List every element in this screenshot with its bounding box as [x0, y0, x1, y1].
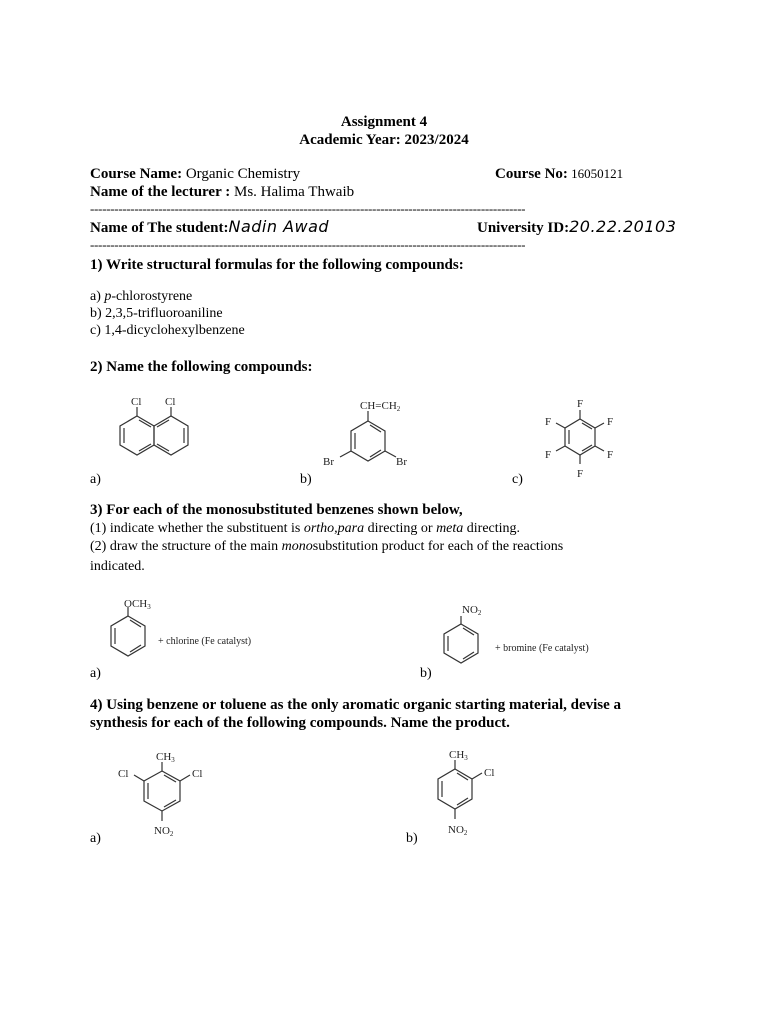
q3a-reagent: + chlorine (Fe catalyst) — [158, 636, 252, 647]
q3-instruction-1 — [90, 520, 520, 537]
university-id — [477, 218, 676, 237]
q3a-substituent: OCH3 — [124, 598, 151, 611]
course-name-label: Course Name: — [90, 166, 183, 182]
q4-molecule-b — [420, 745, 530, 845]
q2-molecule-a — [108, 395, 218, 475]
q3-l1-ortho-para: ortho,para — [303, 521, 365, 536]
q3-l2-b: substitution product for each of the reactions — [312, 539, 564, 554]
question-1-title: 1) Write structural formulas for the following compounds: — [90, 257, 464, 273]
student-name — [90, 218, 329, 237]
q3-l1-c: directing. — [463, 521, 521, 536]
q1-item-a-prefix: a) — [90, 289, 105, 304]
course-name — [90, 165, 300, 183]
academic-year: Academic Year: 2023/2024 — [299, 132, 469, 148]
q3-label-a: a) — [90, 666, 101, 681]
q1-item-a-para: p — [104, 289, 112, 304]
student-name-label: Name of The student: — [90, 220, 229, 236]
question-3-title: 3) For each of the monosubstituted benzenes shown below, — [90, 502, 463, 518]
q2c-f-bottom: F — [577, 468, 584, 480]
lecturer-label: Name of the lecturer : — [90, 184, 231, 200]
q4a-nitro: NO2 — [154, 825, 174, 838]
q1-item-c: c) 1,4-dicyclohexylbenzene — [90, 323, 245, 338]
assignment-title: Assignment 4 — [340, 114, 428, 130]
q3-reaction-b — [440, 603, 640, 673]
q2-molecule-b — [318, 395, 438, 475]
q2b-vinyl: CH=CH2 — [360, 400, 401, 413]
q2b-br-right: Br — [396, 456, 407, 468]
question-4-title-line1: 4) Using benzene or toluene as the only aromatic organic starting material, devise a — [90, 697, 622, 713]
q2c-f-topright: F — [607, 416, 614, 428]
q2-label-c: c) — [512, 472, 523, 487]
q1-item-a — [90, 288, 192, 305]
q2-label-b: b) — [300, 472, 312, 487]
q2b-br-left: Br — [323, 456, 334, 468]
q1-item-b: b) 2,3,5-trifluoroaniline — [90, 306, 223, 321]
q4-label-a: a) — [90, 831, 101, 846]
q2c-f-top: F — [577, 398, 584, 410]
question-2-title: 2) Name the following compounds: — [90, 359, 313, 375]
q2-molecule-c — [535, 395, 625, 485]
student-name-signature: Nadin Awad — [228, 217, 330, 236]
q3-instruction-3: indicated. — [90, 559, 145, 574]
q3b-reagent: + bromine (Fe catalyst) — [495, 643, 589, 654]
q3-label-b: b) — [420, 666, 432, 681]
q2c-f-bottomleft: F — [545, 449, 552, 461]
q3-l2-a: (2) draw the structure of the main — [90, 539, 282, 554]
q4a-cl-left: Cl — [118, 768, 129, 780]
q3-l2-mono: mono — [281, 539, 313, 554]
q4a-methyl: CH3 — [156, 751, 175, 764]
q3-reaction-a — [104, 597, 304, 667]
q4-label-b: b) — [406, 831, 418, 846]
q2-label-a: a) — [90, 472, 101, 487]
course-no-label: Course No: — [495, 166, 568, 182]
course-no-value: 16050121 — [567, 166, 624, 181]
q3b-substituent: NO2 — [462, 604, 482, 617]
course-name-value: Organic Chemistry — [182, 166, 301, 182]
q3-instruction-2 — [90, 538, 563, 555]
q3-l1-b: directing or — [364, 521, 437, 536]
lecturer-value: Ms. Halima Thwaib — [230, 184, 355, 200]
q4b-methyl: CH3 — [449, 749, 468, 762]
divider-top: ------------------------------------------------------------------------------------------------------------ — [90, 201, 526, 216]
q2a-cl-right: Cl — [165, 396, 176, 408]
q3-l1-a: (1) indicate whether the substituent is — [90, 521, 304, 536]
q2c-f-topleft: F — [545, 416, 552, 428]
q4b-cl: Cl — [484, 767, 495, 779]
q4-molecule-a — [112, 748, 232, 848]
question-4-title-line2: synthesis for each of the following compounds. Name the product. — [90, 715, 510, 731]
university-id-label: University ID: — [477, 220, 570, 236]
q4a-cl-right: Cl — [192, 768, 203, 780]
university-id-value: 20.22.20103 — [569, 217, 677, 236]
q3-l1-meta: meta — [436, 521, 464, 536]
q2c-f-bottomright: F — [607, 449, 614, 461]
lecturer — [90, 183, 354, 201]
q4b-nitro: NO2 — [448, 824, 468, 837]
q2a-cl-left: Cl — [131, 396, 142, 408]
divider-bottom: ------------------------------------------------------------------------------------------------------------ — [90, 237, 526, 252]
course-number — [495, 165, 623, 183]
q1-item-a-rest: -chlorostyrene — [111, 289, 193, 304]
